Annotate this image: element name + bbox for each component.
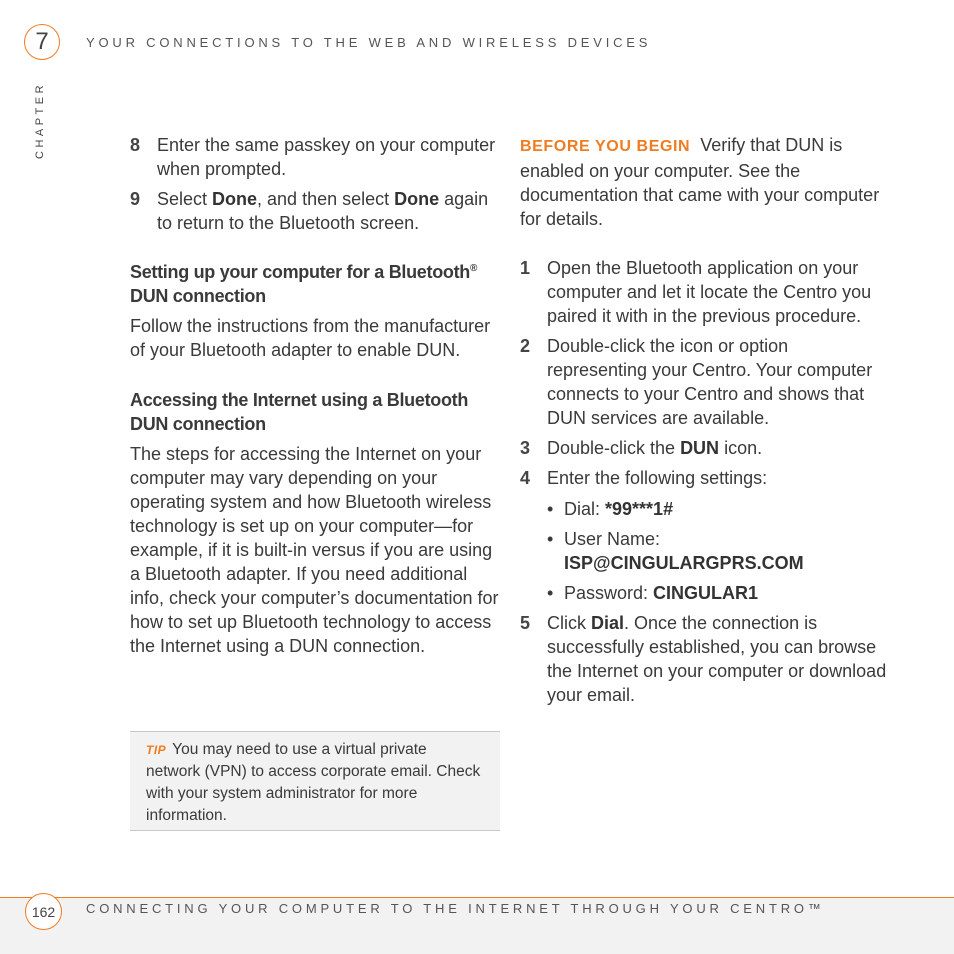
ui-term-done: Done [394,189,440,209]
chapter-label-wrap [34,82,50,172]
text-run: , and then select [257,189,395,209]
ui-term-dun: DUN [680,438,720,458]
left-column [130,133,500,658]
step-number: 2 [520,336,531,356]
step-number: 4 [520,468,531,488]
setting-value: ISP@CINGULARGPRS.COM [564,553,804,573]
step-text: Enter the same passkey on your computer when prompted. [157,135,496,179]
text-run: Click [547,613,591,633]
setting-label: Password: [564,583,654,603]
setting-text [564,581,758,605]
step-number: 1 [520,258,531,278]
page-number: 162 [31,903,56,920]
bullet-dot: • [547,499,554,519]
setting-password [547,581,890,605]
step-number: 9 [130,189,141,209]
setting-dial [547,497,890,521]
text-run: . Once the connection is successfully established, you can browse the Internet on your computer or download your email. [547,613,887,705]
ui-term-done: Done [212,189,258,209]
step-9 [130,187,500,235]
bullet-dot: • [547,529,554,549]
tip-text: You may need to use a virtual private network (VPN) to access corporate email. Check with your system administrator for more information. [146,741,481,824]
step-text [547,611,890,707]
setting-label: Dial: [564,499,606,519]
section-heading-accessing: Accessing the Internet using a Bluetooth DUN connection [130,390,469,434]
step-text: Enter the following settings: [547,468,768,488]
setting-text [564,497,673,521]
step-text: Open the Bluetooth application on your computer and let it locate the Centro you paired it with in the previous procedure. [547,258,872,326]
chapter-number: 7 [35,28,49,55]
before-you-begin [520,133,890,231]
registered-mark: ® [470,263,478,274]
paragraph-accessing: The steps for accessing the Internet on your computer may vary depending on your operating system and how Bluetooth wireless technology is set up on your computer—for example, if it is built-in versus if you are using a Bluetooth adapter. If you need additional info, check your computer’s documentation for how to set up Bluetooth technology to access the Internet using a DUN connection. [130,444,499,656]
heading-text: Setting up your computer for a Bluetooth [130,262,470,282]
step-text [547,436,890,460]
step-number: 5 [520,613,531,633]
text-run: again to return to the Bluetooth screen. [157,189,489,233]
step-2 [520,334,890,430]
step-1 [520,256,890,328]
text-run: Double-click the [547,438,681,458]
step-number: 3 [520,438,531,458]
setting-text [564,527,804,575]
heading-text: DUN connection [130,286,266,306]
chapter-label: CHAPTER [34,82,46,160]
chapter-number-badge [24,24,60,60]
step-4 [520,466,890,490]
tip-label: TIP [146,743,167,757]
before-you-begin-label: BEFORE YOU BEGIN [520,138,691,155]
before-you-begin-text: Verify that DUN is enabled on your computer. See the documentation that came with your computer for details. [520,135,880,229]
ui-term-dial: Dial [591,613,625,633]
step-text: Double-click the icon or option representing your Centro. Your computer connects to your Centro and shows that DUN services are available. [547,336,873,428]
step-5 [520,611,890,707]
setting-value: *99***1# [605,499,674,519]
paragraph-setup: Follow the instructions from the manufacturer of your Bluetooth adapter to enable DUN. [130,316,491,360]
running-head: YOUR CONNECTIONS TO THE WEB AND WIRELESS DEVICES [86,35,652,50]
right-column [520,133,890,707]
step-3 [520,436,890,460]
page-number-badge [25,893,62,930]
tip-box [130,731,500,831]
text-run: icon. [719,438,763,458]
running-foot: CONNECTING YOUR COMPUTER TO THE INTERNET THROUGH YOUR CENTRO™ [86,901,825,916]
step-number: 8 [130,135,141,155]
bullet-dot: • [547,583,554,603]
setting-username [547,527,890,575]
setting-label: User Name: [564,529,661,549]
step-text [157,187,500,235]
step-8 [130,133,500,181]
setting-value: CINGULAR1 [653,583,759,603]
text-run: Select [157,189,213,209]
section-heading-setup [130,260,500,308]
